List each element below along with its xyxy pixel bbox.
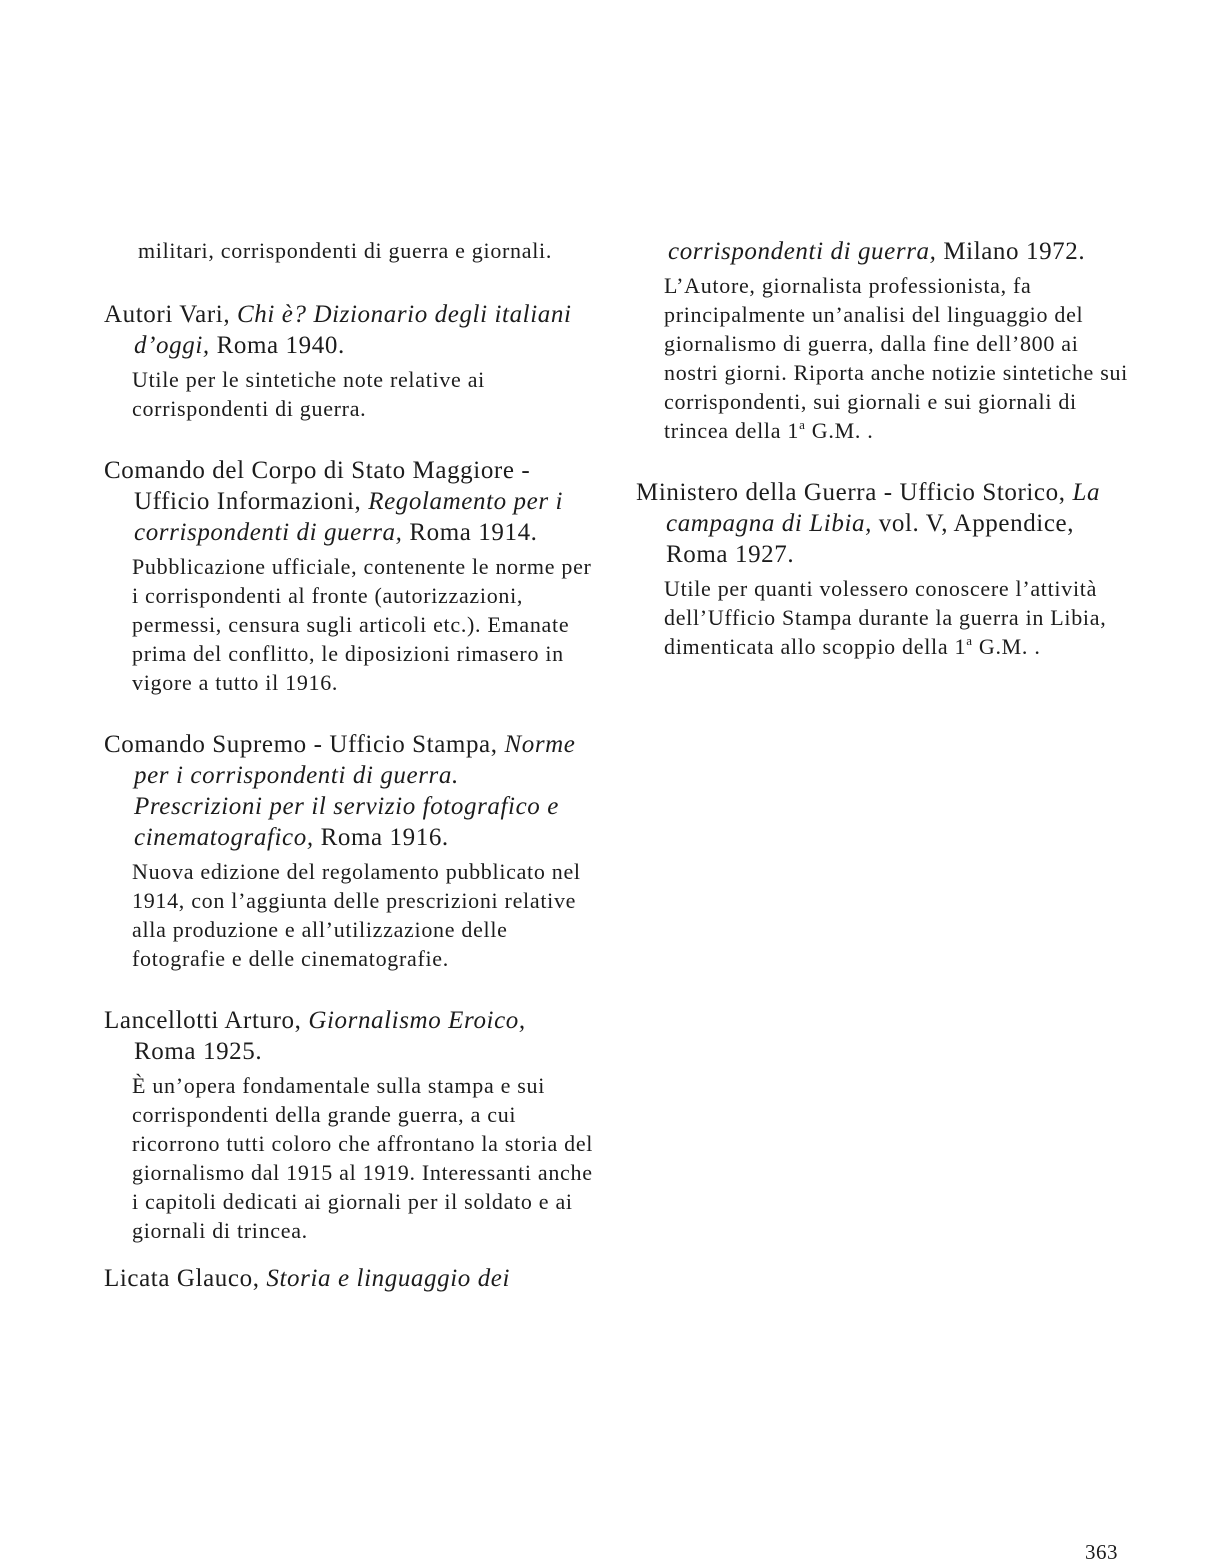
entry-title: Storia e linguaggio dei	[266, 1265, 511, 1292]
entry-description: Utile per quanti volessero conoscere l’attività dell’Ufficio Stampa durante la guerra in Libia, dimenticata allo scoppio della 1$^a$ G.M. .	[664, 576, 1107, 659]
entry-heading	[104, 1263, 594, 1294]
entry-publication: Roma 1940.	[209, 332, 345, 359]
entry-description: L’Autore, giornalista professionista, fa principalmente un’analisi del linguaggio del giornalismo di guerra, dalla fine dell’800 ai nostri giorni. Riporta anche notizie sintetiche sui corrispondenti, sui giornali e sui giornali di trincea della 1$^a$ G.M. .	[664, 273, 1128, 443]
entry-heading	[104, 455, 594, 548]
entry-heading	[668, 236, 1136, 267]
ordinal-superscript: a	[799, 417, 806, 432]
entry-author: Ministero della Guerra - Ufficio Storico,	[636, 479, 1073, 506]
entry-heading	[104, 299, 594, 361]
bibliography-entry	[636, 477, 1136, 661]
entry-heading	[104, 1005, 594, 1067]
entry-title: Norme per i corrispondenti di guerra. Prescrizioni per il servizio fotografico e cinematografico,	[134, 731, 576, 851]
entry-description: Utile per le sintetiche note relative ai corrispondenti di guerra.	[132, 367, 485, 421]
continuation-text: militari, corrispondenti di guerra e giornali.	[138, 238, 553, 263]
entry-title: Chi è? Dizionario degli italiani d’oggi,	[134, 301, 572, 359]
bibliography-entry	[104, 1263, 594, 1294]
bibliography-entry	[104, 729, 594, 973]
entry-author: Licata Glauco,	[104, 1265, 267, 1292]
bibliography-entry-continued	[636, 236, 1136, 445]
entry-author: Comando Supremo - Ufficio Stampa,	[104, 731, 505, 758]
ordinal-superscript: a	[966, 633, 973, 648]
page-number: 363	[1085, 1540, 1118, 1564]
left-column	[104, 236, 594, 1326]
entry-author: Comando del Corpo di Stato Maggiore - Ufficio Informazioni,	[104, 457, 531, 515]
entry-publication: Roma 1916.	[313, 824, 449, 851]
entry-heading	[636, 477, 1136, 570]
entry-publication: vol. V, Appendice, Roma 1927.	[666, 510, 1075, 568]
entry-author: Lancellotti Arturo,	[104, 1007, 309, 1034]
entry-title: Regolamento per i corrispondenti di guerra,	[134, 488, 564, 546]
entry-description: È un’opera fondamentale sulla stampa e sui corrispondenti della grande guerra, a cui ricorrono tutti coloro che affrontano la storia del giornalismo dal 1915 al 1919. Interessanti anche i capitoli dedicati ai giornali per il soldato e ai giornali di trincea.	[132, 1073, 594, 1243]
entry-description: Pubblicazione ufficiale, contenente le norme per i corrispondenti al fronte (autorizzazioni, permessi, censura sugli articoli etc.). Emanate prima del conflitto, le diposizioni rimasero in vigore a tutto il 1916.	[132, 554, 592, 695]
entry-title: corrispondenti di guerra,	[668, 238, 937, 265]
entry-publication: Roma 1914.	[402, 519, 538, 546]
entry-heading	[104, 729, 594, 853]
bibliography-entry	[104, 1005, 594, 1245]
entry-author: Autori Vari,	[104, 301, 238, 328]
entry-title: La campagna di Libia,	[666, 479, 1101, 537]
bibliography-entry	[104, 455, 594, 697]
entry-publication: Roma 1925.	[134, 1038, 263, 1065]
entry-title: Giornalismo Eroico,	[308, 1007, 526, 1034]
entry-publication: Milano 1972.	[936, 238, 1086, 265]
right-column	[636, 236, 1136, 693]
entry-description: Nuova edizione del regolamento pubblicato nel 1914, con l’aggiunta delle prescrizioni relative alla produzione e all’utilizzazione delle fotografie e delle cinematografie.	[132, 859, 581, 971]
bibliography-entry	[104, 299, 594, 423]
